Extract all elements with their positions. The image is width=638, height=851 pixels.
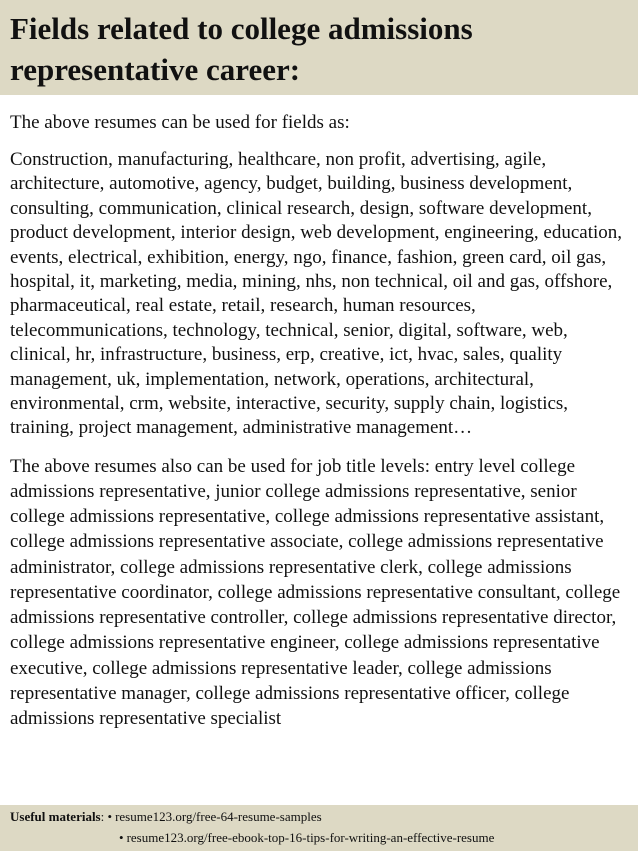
useful-materials-label: Useful materials	[10, 809, 101, 824]
footer-row-2	[119, 828, 494, 848]
bullet-icon: •	[107, 809, 113, 824]
content-area	[10, 111, 632, 805]
footer-link-2[interactable]: resume123.org/free-ebook-top-16-tips-for-writing-an-effective-resume	[126, 830, 495, 845]
job-levels-paragraph: The above resumes also can be used for job title levels: entry level college admissions representative, junior college admissions representative, senior college admissions representative, college admissions representative assistant, college admissions representative associate, college admissions representative administrator, college admissions representative clerk, college admissions representative coordinator, college admissions representative consultant, college admissions representative controller, college admissions representative director, college admissions representative engineer, college admissions representative executive, college admissions representative leader, college admissions representative manager, college admissions representative officer, college admissions representative specialist	[10, 455, 621, 729]
page-title: Fields related to college admissions representative career:	[10, 11, 473, 87]
footer-band	[0, 805, 638, 851]
title-band	[0, 0, 638, 95]
footer-colon: :	[100, 809, 105, 824]
footer-row-1	[10, 807, 322, 827]
bullet-icon: •	[119, 830, 124, 845]
footer-link-1[interactable]: resume123.org/free-64-resume-samples	[115, 809, 322, 824]
intro-text: The above resumes can be used for fields as:	[10, 112, 350, 133]
fields-paragraph: Construction, manufacturing, healthcare, non profit, advertising, agile, architecture, automotive, agency, budget, building, business development, consulting, communication, clinical research, design, software development, product development, interior design, web development, engineering, education, events, electrical, exhibition, energy, ngo, finance, fashion, green card, oil gas, hospital, it, marketing, media, mining, nhs, non technical, oil and gas, offshore, pharmaceutical, real estate, retail, research, human resources, telecommunications, technology, technical, senior, digital, software, web, clinical, hr, infrastructure, business, erp, creative, ict, hvac, sales, quality management, uk, implementation, network, operations, architectural, environmental, crm, website, interactive, security, supply chain, logistics, training, project management, administrative management…	[10, 149, 623, 439]
